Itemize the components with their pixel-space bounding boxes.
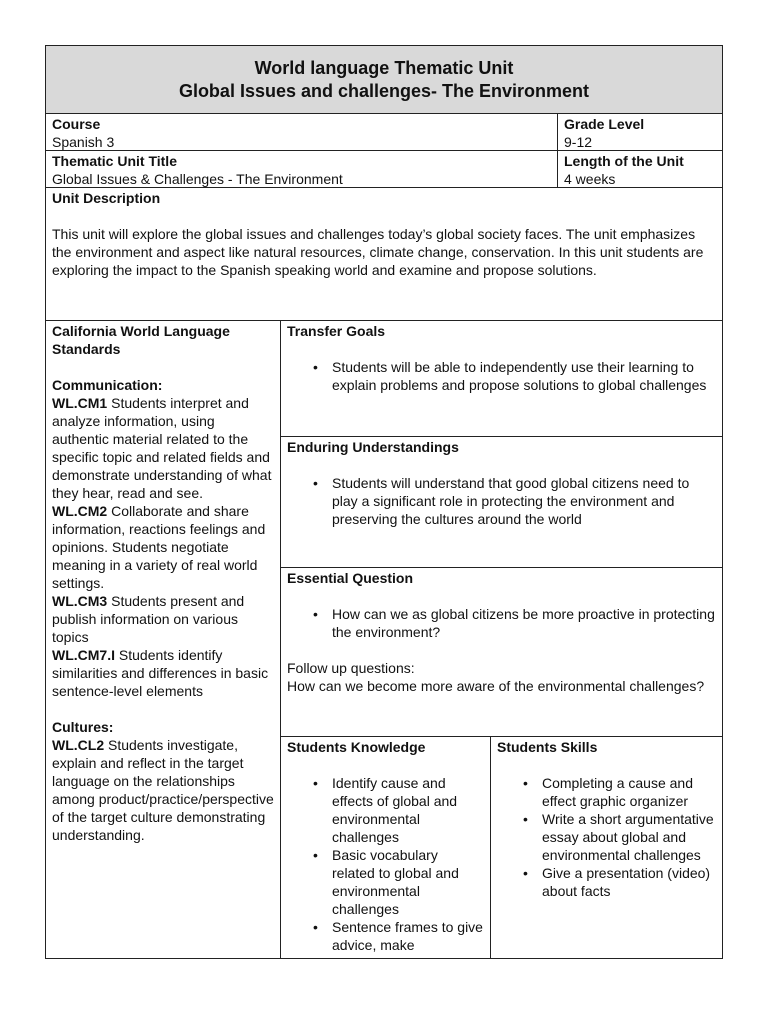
list-item: • Give a presentation (video) about facts: [497, 864, 716, 900]
standard-code: WL.CL2: [52, 737, 105, 753]
unit-description-text: This unit will explore the global issues and challenges today’s global society faces. The unit emphasizes the environment and aspect like natural resources, climate change, conservation. In this unit students are exploring the impact to the Spanish speaking world and examine and propose solutions.: [52, 226, 704, 278]
standard-code: WL.CM3: [52, 593, 108, 609]
communication-heading: Communication:: [52, 377, 163, 393]
students-knowledge-label: Students Knowledge: [287, 739, 426, 755]
standard-item: [52, 736, 274, 844]
grade-level-value: 9-12: [564, 134, 593, 150]
course-label: Course: [52, 116, 101, 132]
students-skills-list: [497, 774, 716, 900]
list-item: • Identify cause and effects of global and environmental challenges: [287, 774, 484, 846]
followup-label: Follow up questions:: [287, 660, 415, 676]
enduring-understandings-label: Enduring Understandings: [287, 439, 459, 455]
unit-title-cell: [45, 150, 558, 188]
standard-text: Students present and publish information on various topics: [52, 593, 245, 645]
standard-text: Students interpret and analyze information, using authentic material related to the specific topic and related fields and demonstrate understanding of what they hear, read and see.: [52, 395, 272, 501]
students-skills-cell: [490, 736, 723, 959]
course-value: Spanish 3: [52, 134, 115, 150]
standard-code: WL.CM7.I: [52, 647, 115, 663]
enduring-understandings-cell: [280, 436, 723, 568]
grade-level-label: Grade Level: [564, 116, 645, 132]
standard-item: [52, 592, 274, 646]
standard-item: [52, 646, 274, 700]
unit-description-cell: [45, 187, 723, 321]
list-item: • How can we as global citizens be more proactive in protecting the environment?: [287, 605, 716, 641]
followup-text: How can we become more aware of the environmental challenges?: [287, 678, 705, 694]
standard-text: Students investigate, explain and reflect in the target language on the relationships among product/practice/perspective of the target culture demonstrating understanding.: [52, 737, 274, 843]
list-item: • Sentence frames to give advice, make: [287, 918, 484, 954]
enduring-understandings-list: [287, 474, 716, 528]
title-line-1: World language Thematic Unit: [254, 57, 514, 78]
transfer-goals-label: Transfer Goals: [287, 323, 386, 339]
transfer-goals-list: [287, 358, 716, 394]
standard-text: Students identify similarities and differences in basic sentence-level elements: [52, 647, 269, 699]
list-item: • Write a short argumentative essay about global and environmental challenges: [497, 810, 716, 864]
title-line-2: Global Issues and challenges- The Environment: [178, 80, 590, 101]
unit-title-value: Global Issues & Challenges - The Environment: [52, 171, 343, 187]
unit-description-label: Unit Description: [52, 190, 161, 206]
standards-heading: California World Language Standards: [52, 323, 230, 357]
unit-length-value: 4 weeks: [564, 171, 616, 187]
standard-code: WL.CM2: [52, 503, 108, 519]
list-item: • Students will understand that good global citizens need to play a significant role in protecting the environment and preserving the cultures around the world: [287, 474, 716, 528]
grade-level-cell: [557, 113, 723, 151]
essential-question-list: [287, 605, 716, 641]
standard-text: Collaborate and share information, reactions feelings and opinions. Students negotiate meaning in a variety of real world settings.: [52, 503, 266, 591]
document-title-block: [45, 45, 723, 114]
list-item: • Students will be able to independently use their learning to explain problems and propose solutions to global challenges: [287, 358, 716, 394]
unit-length-label: Length of the Unit: [564, 153, 684, 169]
unit-length-cell: [557, 150, 723, 188]
standards-cell: [45, 320, 281, 959]
unit-title-label: Thematic Unit Title: [52, 153, 177, 169]
standard-item: [52, 502, 274, 592]
transfer-goals-cell: [280, 320, 723, 437]
cultures-heading: Cultures:: [52, 719, 114, 735]
students-knowledge-cell: [280, 736, 491, 959]
students-skills-label: Students Skills: [497, 739, 598, 755]
standard-code: WL.CM1: [52, 395, 108, 411]
standard-item: [52, 394, 274, 502]
list-item: • Basic vocabulary related to global and environmental challenges: [287, 846, 484, 918]
students-knowledge-list: [287, 774, 484, 954]
course-cell: [45, 113, 558, 151]
essential-question-label: Essential Question: [287, 570, 414, 586]
list-item: • Completing a cause and effect graphic organizer: [497, 774, 716, 810]
essential-question-cell: [280, 567, 723, 737]
